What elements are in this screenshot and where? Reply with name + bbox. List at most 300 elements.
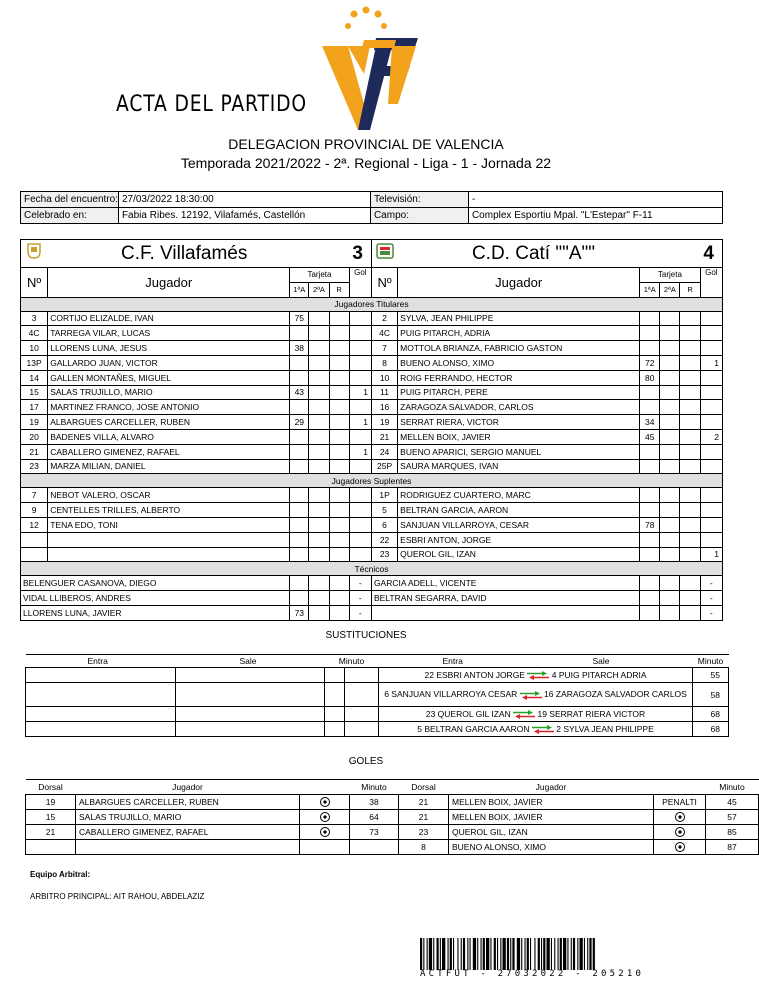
away-player-number: 24 [371, 444, 397, 459]
away-goals [700, 326, 722, 341]
home-goal-player [76, 840, 300, 855]
away-goal-minute: 57 [706, 810, 759, 825]
away-red [680, 385, 700, 400]
home-player-number: 20 [21, 429, 48, 444]
away-sub-pair [379, 668, 693, 683]
home-staff-name: LLORENS LUNA, JAVIER [21, 605, 290, 620]
away-sub-header [379, 655, 693, 668]
away-yellow-2 [660, 444, 680, 459]
away-yellow-2 [660, 459, 680, 474]
away-red [680, 591, 700, 606]
away-player-name: ESBRI ANTON, JORGE [398, 532, 640, 547]
home-player-name: NEBOT VALERO, OSCAR [48, 488, 290, 503]
away-goals [700, 532, 722, 547]
home-yellow-2 [309, 385, 329, 400]
home-yellow-2 [309, 326, 329, 341]
away-yellow-2 [660, 311, 680, 326]
home-1a-header: 1ªA [290, 282, 309, 297]
home-yellow-1 [290, 576, 309, 591]
home-yellow-1 [290, 400, 309, 415]
away-red [680, 503, 700, 518]
away-r-header: R [680, 282, 700, 297]
away-player-number: 16 [371, 400, 397, 415]
home-sub-spacer [325, 683, 345, 707]
away-yellow-1: 45 [640, 429, 660, 444]
home-player-number: 3 [21, 311, 48, 326]
home-sub-sale [176, 668, 325, 683]
substitution-row [26, 668, 729, 683]
home-sub-minuto-header: Minuto [325, 655, 379, 668]
away-yellow-2 [660, 429, 680, 444]
away-goals [700, 311, 722, 326]
football-icon [320, 797, 330, 807]
away-red [680, 341, 700, 356]
home-player-name: TENA EDO, TONI [48, 517, 290, 532]
away-goals [700, 488, 722, 503]
home-yellow-1 [290, 444, 309, 459]
away-red [680, 400, 700, 415]
away-player-name: RODRIGUEZ CUARTERO, MARC [398, 488, 640, 503]
away-yellow-2 [660, 355, 680, 370]
away-player-name: SYLVA, JEAN PHILIPPE [398, 311, 640, 326]
swap-arrows-icon [520, 691, 542, 699]
ffcv-logo [318, 4, 428, 132]
away-player-number: 25P [371, 459, 397, 474]
away-player-name: SANJUAN VILLARROYA, CESAR [398, 517, 640, 532]
campo-value: Complex Esportiu Mpal. "L'Estepar" F-11 [468, 208, 722, 224]
home-sub-minuto [345, 722, 379, 737]
home-num-header: Nº [21, 268, 48, 298]
away-player-number: 1P [371, 488, 397, 503]
home-red [329, 591, 349, 606]
home-goal-dorsal: 21 [26, 825, 76, 840]
home-yellow-1 [290, 355, 309, 370]
home-sub-header [26, 655, 325, 668]
away-red [680, 517, 700, 532]
home-red [329, 429, 349, 444]
away-red [680, 355, 700, 370]
home-player-name: GALLARDO JUAN, VICTOR [48, 355, 290, 370]
home-goals [349, 341, 371, 356]
titulares-row [21, 385, 723, 400]
away-yellow-2 [660, 488, 680, 503]
away-yellow-1: 80 [640, 370, 660, 385]
home-player-number: 13P [21, 355, 48, 370]
suplentes-row [21, 517, 723, 532]
home-goal-type [300, 840, 350, 855]
away-sub-pair [379, 683, 693, 707]
section-titulares: Jugadores Titulares [21, 297, 723, 311]
away-goal-minuto-header: Minuto [706, 780, 759, 795]
substitution-row [26, 707, 729, 722]
away-player-number: 22 [371, 532, 397, 547]
home-sub-spacer [325, 668, 345, 683]
away-staff-name: GARCIA ADELL, VICENTE [371, 576, 639, 591]
home-red [329, 459, 349, 474]
tecnicos-row [21, 576, 723, 591]
home-sub-spacer [325, 707, 345, 722]
away-goal-minute: 87 [706, 840, 759, 855]
away-red [680, 547, 700, 562]
home-player-number: 7 [21, 488, 48, 503]
home-team-score: 3 [352, 243, 363, 264]
swap-arrows-icon [527, 671, 549, 679]
home-goal-minute: 38 [350, 795, 399, 810]
away-goal-player: QUEROL GIL, IZAN [449, 825, 654, 840]
home-yellow-1: 38 [290, 341, 309, 356]
document-title: ACTA DEL PARTIDO [116, 92, 307, 117]
away-goal-jugador-header: Jugador [449, 780, 654, 795]
away-goals: - [700, 591, 722, 606]
suplentes-row [21, 503, 723, 518]
away-sub-pair [379, 722, 693, 737]
home-yellow-1: 75 [290, 311, 309, 326]
goal-row [26, 825, 759, 840]
fecha-value: 27/03/2022 18:30:00 [118, 192, 370, 208]
away-yellow-1 [640, 576, 660, 591]
away-num-header: Nº [371, 268, 397, 298]
goal-row [26, 810, 759, 825]
home-red [329, 341, 349, 356]
away-yellow-2 [660, 400, 680, 415]
tecnicos-row [21, 605, 723, 620]
sub-entra-player: 22 ESBRI ANTON JORGE [424, 669, 525, 680]
home-gol-header: Gol [349, 268, 371, 298]
home-team-header [21, 240, 372, 268]
home-yellow-2 [309, 415, 329, 430]
away-goals [700, 400, 722, 415]
home-tarjeta-header: Tarjeta [290, 268, 349, 283]
home-player-name: BADENES VILLA, ALVARO [48, 429, 290, 444]
away-gol-header: Gol [700, 268, 722, 298]
home-yellow-1 [290, 326, 309, 341]
goals-table [25, 779, 759, 855]
swap-arrows-icon [532, 725, 554, 733]
home-player-number [21, 547, 48, 562]
away-yellow-1 [640, 400, 660, 415]
home-sub-sale [176, 722, 325, 737]
season-title: Temporada 2021/2022 - 2ª. Regional - Liga - 1 - Jornada 22 [180, 155, 552, 171]
home-player-name: MARTINEZ FRANCO, JOSE ANTONIO [48, 400, 290, 415]
away-sub-entra-header: Entra [442, 656, 463, 666]
away-goal-minute: 45 [706, 795, 759, 810]
away-goal-dorsal: 21 [399, 810, 449, 825]
home-player-name: ALBARGUES CARCELLER, RUBEN [48, 415, 290, 430]
away-yellow-1 [640, 605, 660, 620]
away-goals: - [700, 605, 722, 620]
home-yellow-2 [309, 547, 329, 562]
home-yellow-2 [309, 488, 329, 503]
celebrado-label: Celebrado en: [21, 208, 119, 224]
away-goal-type [654, 810, 706, 825]
home-goals: - [349, 605, 371, 620]
football-icon [675, 842, 685, 852]
away-goals [700, 341, 722, 356]
home-goal-type-header [300, 780, 350, 795]
home-player-number: 4C [21, 326, 48, 341]
home-sub-entra-header: Entra [87, 656, 108, 666]
away-red [680, 311, 700, 326]
substitution-row [26, 722, 729, 737]
sub-sale-player: 19 SERRAT RIERA VICTOR [537, 708, 646, 719]
section-tecnicos: Técnicos [21, 562, 723, 576]
home-red [329, 444, 349, 459]
referee-principal: ARBITRO PRINCIPAL: AIT RAHOU, ABDELAZIZ [30, 892, 205, 901]
barcode [420, 938, 720, 970]
away-goal-dorsal: 23 [399, 825, 449, 840]
away-player-name: PUIG PITARCH, ADRIA [398, 326, 640, 341]
home-yellow-1 [290, 429, 309, 444]
home-player-number: 9 [21, 503, 48, 518]
away-yellow-1 [640, 341, 660, 356]
away-red [680, 488, 700, 503]
away-player-number: 19 [371, 415, 397, 430]
away-red [680, 370, 700, 385]
home-goals [349, 311, 371, 326]
home-player-number: 12 [21, 517, 48, 532]
away-goals: 2 [700, 429, 722, 444]
home-red [329, 576, 349, 591]
away-player-name: BUENO ALONSO, XIMO [398, 355, 640, 370]
away-red [680, 326, 700, 341]
home-goal-minute: 73 [350, 825, 399, 840]
home-goals [349, 429, 371, 444]
away-goal-player: MELLEN BOIX, JAVIER [449, 795, 654, 810]
away-goal-type-header [654, 780, 706, 795]
titulares-row [21, 355, 723, 370]
away-goals: 1 [700, 355, 722, 370]
home-r-header: R [329, 282, 349, 297]
away-player-name: PUIG PITARCH, PERE [398, 385, 640, 400]
home-yellow-2 [309, 370, 329, 385]
home-player-header: Jugador [48, 268, 290, 298]
substitutions-table [25, 654, 729, 737]
home-staff-name: VIDAL LLIBEROS, ANDRES [21, 591, 290, 606]
away-yellow-1 [640, 532, 660, 547]
home-yellow-2 [309, 341, 329, 356]
celebrado-value: Fabia Ribes. 12192, Vilafamés, Castellón [118, 208, 370, 224]
away-red [680, 576, 700, 591]
home-red [329, 605, 349, 620]
away-yellow-1 [640, 591, 660, 606]
home-goal-minuto-header: Minuto [350, 780, 399, 795]
away-tarjeta-header: Tarjeta [640, 268, 700, 283]
away-goals [700, 503, 722, 518]
home-goal-type [300, 810, 350, 825]
delegation-title: DELEGACION PROVINCIAL DE VALENCIA [228, 136, 504, 152]
home-yellow-2 [309, 591, 329, 606]
home-red [329, 370, 349, 385]
fecha-label: Fecha del encuentro: [21, 192, 119, 208]
home-player-number: 23 [21, 459, 48, 474]
away-goals [700, 370, 722, 385]
away-player-number: 5 [371, 503, 397, 518]
home-goal-type [300, 825, 350, 840]
away-team-header [371, 240, 722, 268]
home-red [329, 503, 349, 518]
home-yellow-1 [290, 547, 309, 562]
away-yellow-2 [660, 576, 680, 591]
titulares-row [21, 429, 723, 444]
goals-title: GOLES [348, 756, 384, 767]
away-goals: 1 [700, 547, 722, 562]
home-player-number: 21 [21, 444, 48, 459]
away-yellow-1: 72 [640, 355, 660, 370]
tecnicos-row [21, 591, 723, 606]
lineups-table [20, 239, 723, 621]
football-icon [320, 827, 330, 837]
home-goals [349, 547, 371, 562]
away-sub-minuto: 55 [693, 668, 729, 683]
sub-sale-player: 2 SYLVA JEAN PHILIPPE [556, 723, 654, 734]
home-yellow-1 [290, 532, 309, 547]
away-yellow-1 [640, 444, 660, 459]
away-yellow-1 [640, 503, 660, 518]
away-player-name: SERRAT RIERA, VICTOR [398, 415, 640, 430]
home-red [329, 415, 349, 430]
titulares-row [21, 459, 723, 474]
away-yellow-2 [660, 385, 680, 400]
away-goal-dorsal-header: Dorsal [399, 780, 449, 795]
tv-label: Televisión: [370, 192, 468, 208]
away-yellow-2 [660, 415, 680, 430]
away-yellow-2 [660, 605, 680, 620]
titulares-row [21, 311, 723, 326]
home-goals: - [349, 591, 371, 606]
home-goals [349, 355, 371, 370]
away-player-number: 6 [371, 517, 397, 532]
away-goal-minute: 85 [706, 825, 759, 840]
home-sub-entra [26, 683, 176, 707]
home-yellow-2 [309, 311, 329, 326]
home-yellow-1 [290, 459, 309, 474]
home-player-name [48, 547, 290, 562]
home-yellow-1 [290, 488, 309, 503]
away-1a-header: 1ªA [640, 282, 660, 297]
home-sub-sale-header: Sale [239, 656, 257, 666]
away-crest-icon [376, 242, 394, 260]
home-sub-minuto [345, 668, 379, 683]
home-yellow-2 [309, 355, 329, 370]
away-yellow-1 [640, 488, 660, 503]
home-player-name [48, 532, 290, 547]
home-goal-dorsal: 19 [26, 795, 76, 810]
section-suplentes: Jugadores Suplentes [21, 474, 723, 488]
away-red [680, 605, 700, 620]
away-sub-minuto: 68 [693, 722, 729, 737]
away-yellow-1 [640, 459, 660, 474]
titulares-row [21, 444, 723, 459]
barcode-text: ACTFUT - 27032022 - 205210 [420, 969, 645, 979]
away-yellow-1: 34 [640, 415, 660, 430]
away-goal-type [654, 825, 706, 840]
home-player-number: 10 [21, 341, 48, 356]
home-yellow-2 [309, 576, 329, 591]
home-sub-minuto [345, 683, 379, 707]
home-red [329, 385, 349, 400]
home-yellow-2 [309, 459, 329, 474]
substitutions-title: SUSTITUCIONES [325, 630, 407, 641]
home-goal-player: CABALLERO GIMENEZ, RAFAEL [76, 825, 300, 840]
swap-arrows-icon [513, 710, 535, 718]
home-player-name: TARREGA VILAR, LUCAS [48, 326, 290, 341]
away-player-name: BUENO APARICI, SERGIO MANUEL [398, 444, 640, 459]
home-goals [349, 326, 371, 341]
titulares-row [21, 400, 723, 415]
away-yellow-2 [660, 591, 680, 606]
home-goal-minute: 64 [350, 810, 399, 825]
away-yellow-2 [660, 547, 680, 562]
home-red [329, 326, 349, 341]
home-goals: - [349, 576, 371, 591]
home-goal-dorsal: 15 [26, 810, 76, 825]
substitution-row [26, 683, 729, 707]
suplentes-row [21, 547, 723, 562]
away-goals [700, 459, 722, 474]
home-yellow-2 [309, 532, 329, 547]
away-sub-minuto: 58 [693, 683, 729, 707]
sub-entra-player: 5 BELTRAN GARCIA AARON [417, 723, 530, 734]
home-player-name: CENTELLES TRILLES, ALBERTO [48, 503, 290, 518]
away-red [680, 532, 700, 547]
away-player-header: Jugador [398, 268, 640, 298]
away-player-number: 4C [371, 326, 397, 341]
home-goals: 1 [349, 385, 371, 400]
home-yellow-2 [309, 400, 329, 415]
home-red [329, 400, 349, 415]
away-red [680, 429, 700, 444]
away-yellow-2 [660, 341, 680, 356]
titulares-row [21, 370, 723, 385]
away-yellow-2 [660, 532, 680, 547]
titulares-row [21, 415, 723, 430]
match-info-table [20, 191, 723, 224]
goal-row [26, 795, 759, 810]
home-staff-name: BELENGUER CASANOVA, DIEGO [21, 576, 290, 591]
home-red [329, 355, 349, 370]
home-goal-dorsal [26, 840, 76, 855]
titulares-row [21, 326, 723, 341]
home-player-name: LLORENS LUNA, JESUS [48, 341, 290, 356]
away-yellow-2 [660, 326, 680, 341]
away-yellow-1 [640, 311, 660, 326]
away-yellow-2 [660, 370, 680, 385]
goal-row [26, 840, 759, 855]
home-goals [349, 488, 371, 503]
away-sub-minuto: 68 [693, 707, 729, 722]
home-yellow-1 [290, 370, 309, 385]
home-team-name: C.F. Villafamés [121, 243, 248, 264]
away-goal-player: MELLEN BOIX, JAVIER [449, 810, 654, 825]
home-red [329, 547, 349, 562]
away-player-name: ROIG FERRANDO, HECTOR [398, 370, 640, 385]
home-goal-jugador-header: Jugador [76, 780, 300, 795]
home-yellow-1 [290, 503, 309, 518]
away-player-number: 8 [371, 355, 397, 370]
away-goals [700, 385, 722, 400]
away-sub-minuto-header: Minuto [693, 655, 729, 668]
away-player-name: QUEROL GIL, IZAN [398, 547, 640, 562]
home-sub-entra [26, 722, 176, 737]
home-red [329, 311, 349, 326]
away-goals [700, 415, 722, 430]
football-icon [675, 827, 685, 837]
home-sub-entra [26, 707, 176, 722]
away-2a-header: 2ªA [660, 282, 680, 297]
titulares-row [21, 341, 723, 356]
home-goals [349, 532, 371, 547]
away-goal-dorsal: 21 [399, 795, 449, 810]
